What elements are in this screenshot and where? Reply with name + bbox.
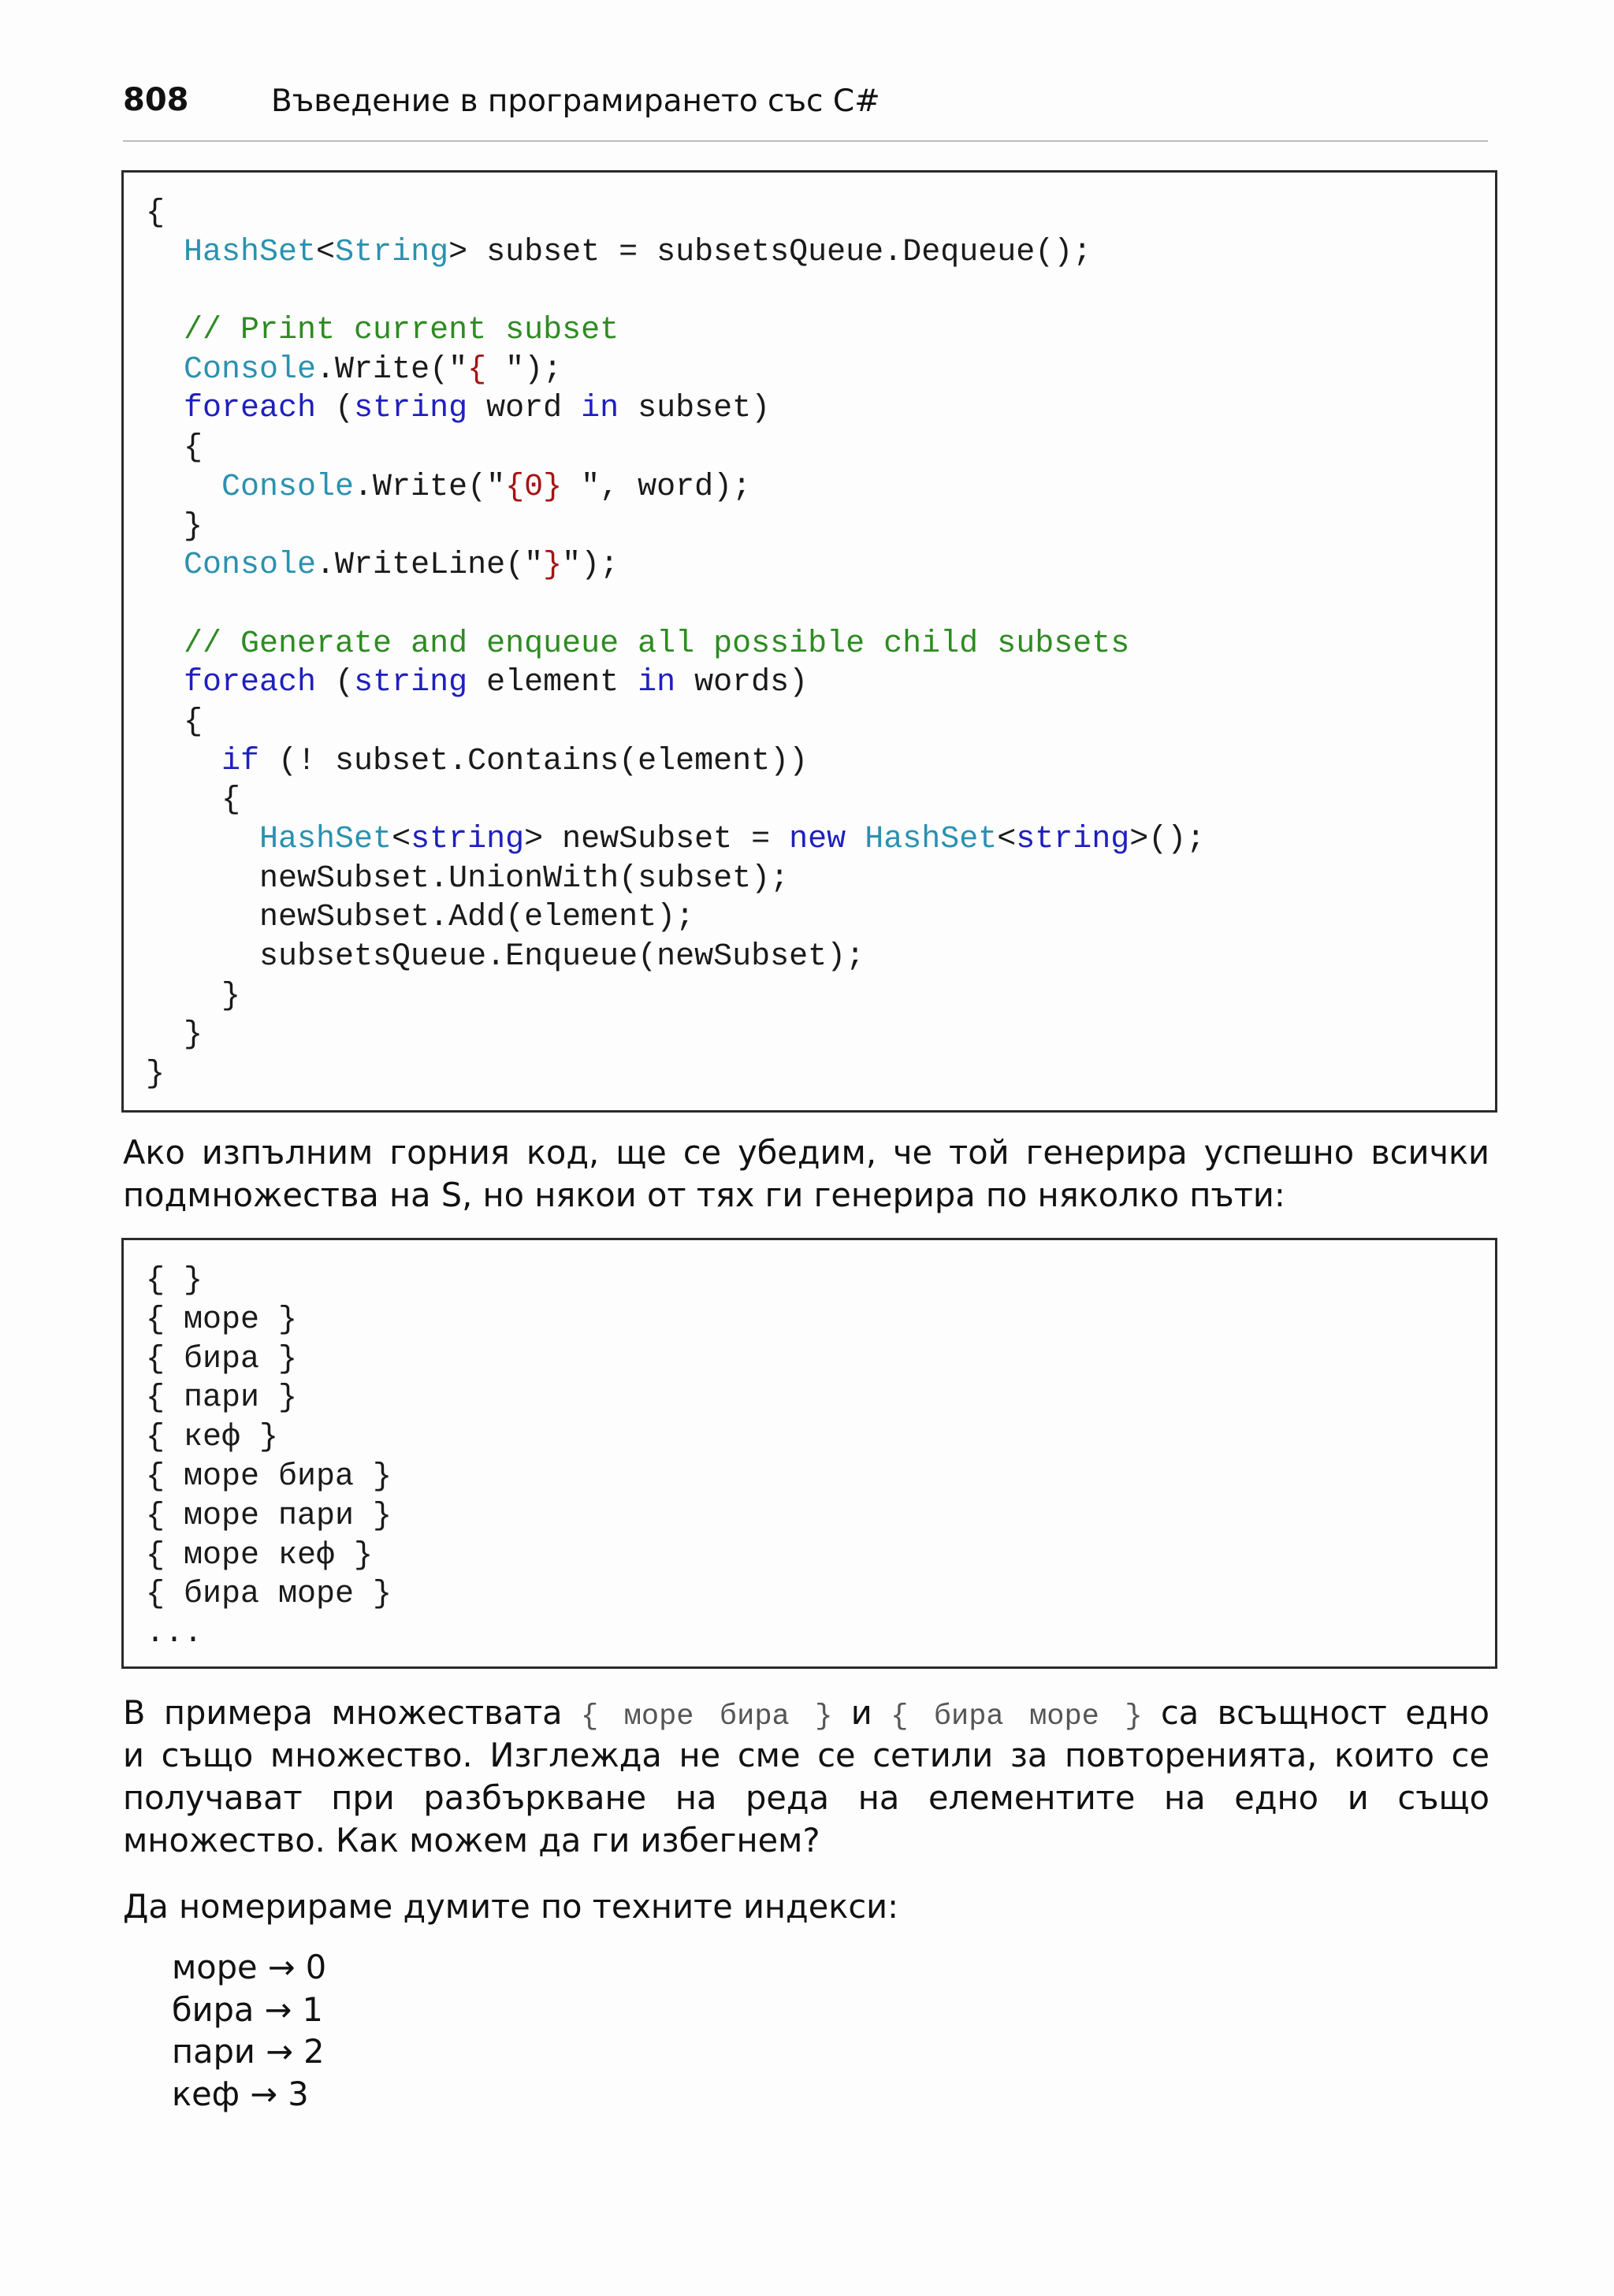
index-value: 3 [288, 2074, 309, 2113]
code-token: { [146, 195, 165, 231]
code-token: foreach [184, 665, 317, 701]
code-line [146, 1016, 1205, 1055]
code-line [146, 233, 1205, 273]
paragraph-number-words [123, 1885, 1489, 1928]
text-line: множество. Как можем да ги избегнем? [123, 1821, 820, 1859]
code-line [146, 194, 1205, 233]
list-item [172, 2073, 326, 2116]
code-block-output [121, 1238, 1497, 1669]
output-line: ... [146, 1616, 203, 1652]
output-line: { море пари } [146, 1498, 392, 1534]
code-token: < [392, 822, 411, 857]
arrow-icon: → [250, 2074, 278, 2113]
code-token: } [146, 1017, 203, 1053]
code-token [146, 470, 221, 505]
code-token [146, 235, 184, 270]
code-token: in [638, 665, 676, 701]
code-token: { [146, 704, 203, 740]
word-index-list [172, 1946, 326, 2115]
code-line [146, 585, 1205, 625]
code-line [146, 1055, 1205, 1094]
code-line [146, 703, 1205, 742]
output-line: { море бира } [146, 1458, 392, 1495]
code-token: HashSet [184, 234, 317, 270]
code-token: in [581, 391, 619, 427]
code-token: } [146, 1057, 165, 1093]
code-token: < [997, 822, 1017, 857]
code-line [146, 468, 1205, 507]
code-token: ", word); [562, 469, 752, 505]
output-line: { } [146, 1263, 203, 1298]
code-line [146, 938, 1205, 977]
text-fragment: В примера множествата [123, 1693, 582, 1732]
code-token: HashSet [865, 822, 998, 857]
code-token: words) [675, 665, 809, 701]
code-line [146, 781, 1205, 820]
code-token: ( [316, 665, 355, 701]
code-token: new [789, 822, 846, 857]
index-value: 0 [305, 1948, 327, 1986]
inline-code: { море бира } [581, 1700, 833, 1733]
code-line [146, 311, 1205, 351]
paragraph-run-result [123, 1131, 1489, 1217]
code-token: { [146, 430, 203, 466]
code-token: HashSet [259, 822, 392, 857]
output-line: { кеф } [146, 1420, 279, 1456]
code-token: // Print current subset [184, 313, 619, 349]
code-token: } [146, 508, 203, 544]
list-item [172, 2030, 326, 2073]
output-lines [146, 1261, 392, 1654]
code-token: { [146, 782, 241, 819]
code-token [146, 313, 184, 348]
code-token: "); [505, 351, 563, 388]
code-line [146, 272, 1205, 311]
word: море [172, 1948, 258, 1986]
text-line [123, 1692, 1489, 1734]
paragraph-duplicates [123, 1692, 1489, 1862]
code-line [146, 663, 1205, 703]
index-value: 2 [303, 2032, 325, 2071]
text-line: и също множество. Изглежда не сме се сетили за повторенията, които се [123, 1736, 1489, 1774]
code-token: {0} [505, 469, 563, 505]
code-token: subsetsQueue.Enqueue(newSubset); [146, 939, 865, 975]
text-line: Ако изпълним горния код, ще се убедим, че той генерира успешно всички [123, 1133, 1489, 1172]
code-token: > newSubset = [524, 822, 790, 857]
list-item [172, 1946, 326, 1989]
code-token: subset) [619, 391, 771, 427]
code-token: } [146, 978, 241, 1014]
code-token: < [316, 234, 336, 270]
list-item [172, 1989, 326, 2031]
code-token: > subset = subsetsQueue.Dequeue(); [448, 234, 1092, 270]
code-token: .Write(" [316, 351, 468, 388]
code-token: foreach [184, 391, 317, 427]
code-token: .WriteLine(" [316, 548, 544, 584]
code-line [146, 429, 1205, 468]
code-token: string [411, 822, 525, 857]
code-line [146, 351, 1205, 390]
code-token: string [354, 665, 468, 701]
text-line: получават при разбъркване на реда на елементите на едно и също [123, 1778, 1489, 1817]
code-lines [146, 194, 1205, 1094]
code-token: newSubset.Add(element); [146, 900, 695, 936]
code-token: string [1016, 822, 1130, 857]
code-block-csharp [121, 170, 1497, 1113]
arrow-icon: → [266, 2032, 293, 2071]
output-line: { бира море } [146, 1577, 392, 1613]
page-number: 808 [123, 82, 189, 118]
code-token: >(); [1129, 822, 1206, 857]
code-token: // Generate and enqueue all possible child subsets [184, 626, 1130, 662]
code-line [146, 977, 1205, 1016]
code-token: element [467, 665, 638, 701]
code-line [146, 860, 1205, 899]
code-token [146, 626, 184, 662]
code-token: String [335, 234, 449, 270]
text-fragment: са всъщност едно [1142, 1693, 1489, 1732]
word: пари [172, 2032, 255, 2071]
output-line: { море кеф } [146, 1537, 374, 1573]
code-line [146, 820, 1205, 860]
page-header [123, 79, 1488, 142]
code-token: word [467, 391, 582, 427]
output-line: { бира } [146, 1341, 298, 1377]
code-token [146, 822, 259, 857]
code-token: if [221, 743, 260, 779]
code-line [146, 742, 1205, 782]
text-line: Да номерираме думите по техните индекси: [123, 1887, 899, 1926]
text-fragment: и [832, 1693, 891, 1732]
output-line: { море } [146, 1302, 298, 1338]
code-token: Console [184, 351, 317, 388]
text-line: подмножества на S, но някои от тях ги генерира по няколко пъти: [123, 1176, 1285, 1214]
arrow-icon: → [264, 1989, 292, 2029]
code-token [146, 665, 184, 700]
code-token [146, 352, 184, 388]
code-token [146, 391, 184, 426]
book-title: Въведение в програмирането със C# [271, 84, 880, 119]
code-token: string [354, 391, 468, 427]
code-token [146, 548, 184, 583]
code-line [146, 625, 1205, 664]
code-token: Console [184, 548, 317, 584]
code-line [146, 898, 1205, 938]
output-line: { пари } [146, 1380, 298, 1417]
code-token: { [467, 351, 506, 388]
code-token: "); [562, 548, 619, 584]
code-line [146, 389, 1205, 429]
inline-code: { бира море } [891, 1700, 1143, 1733]
code-token [846, 822, 865, 857]
code-token [146, 744, 221, 779]
word: бира [172, 1989, 255, 2029]
code-token: ( [316, 391, 355, 427]
code-token: } [543, 548, 563, 584]
code-line [146, 546, 1205, 585]
code-token: newSubset.UnionWith(subset); [146, 860, 790, 897]
code-token: Console [221, 469, 355, 505]
code-line [146, 507, 1205, 547]
arrow-icon: → [267, 1948, 296, 1986]
code-token: .Write(" [354, 469, 506, 505]
index-value: 1 [302, 1989, 323, 2029]
word: кеф [172, 2074, 240, 2113]
code-token: (! subset.Contains(element)) [259, 743, 809, 779]
